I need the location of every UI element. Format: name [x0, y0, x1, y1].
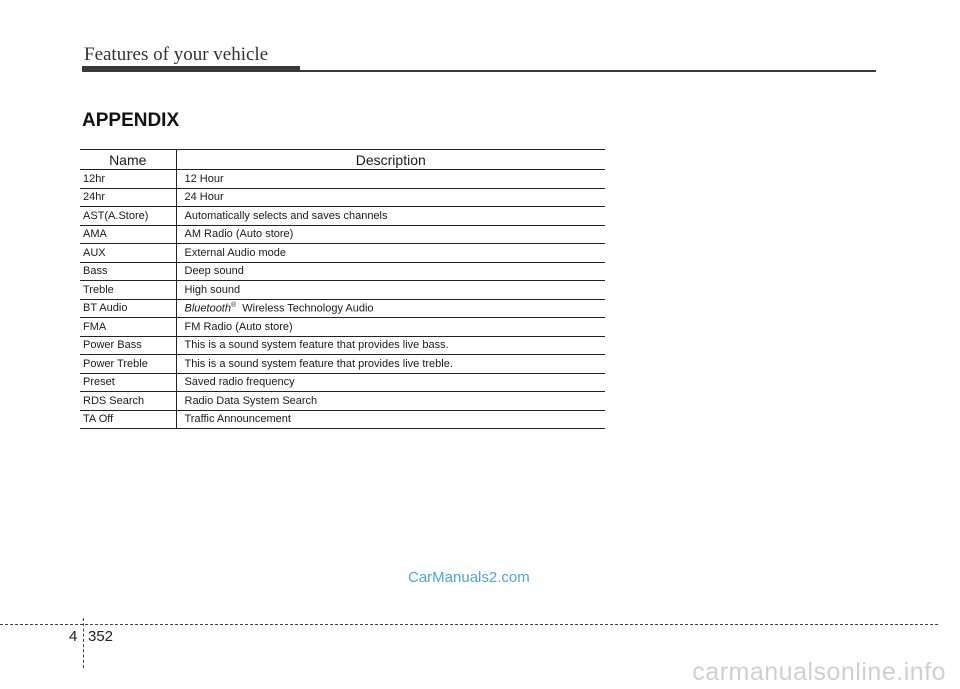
- row-name: RDS Search: [80, 392, 176, 411]
- header-rule-thick: [82, 66, 300, 72]
- row-description: Saved radio frequency: [176, 373, 605, 392]
- table-row: [80, 188, 605, 207]
- table-row: [80, 262, 605, 281]
- section-title: APPENDIX: [82, 110, 180, 131]
- row-description: Traffic Announcement: [176, 410, 605, 429]
- bluetooth-brand-text: Bluetooth: [184, 302, 231, 315]
- table-row: [80, 299, 605, 318]
- column-header-description: Description: [176, 150, 605, 170]
- registered-mark: ®: [230, 301, 237, 309]
- row-name: Power Bass: [80, 336, 176, 355]
- table-header-row: [80, 150, 605, 170]
- row-name: Treble: [80, 281, 176, 300]
- table-row: [80, 207, 605, 226]
- row-name: BT Audio: [80, 299, 176, 318]
- column-header-name: Name: [80, 150, 176, 170]
- footer-divider: [83, 618, 84, 668]
- table-row: [80, 170, 605, 189]
- row-description: This is a sound system feature that provides live bass.: [176, 336, 605, 355]
- table-row: [80, 373, 605, 392]
- footer-rule: [0, 624, 938, 625]
- row-name: AST(A.Store): [80, 207, 176, 226]
- row-description: FM Radio (Auto store): [176, 318, 605, 337]
- table-row: [80, 410, 605, 429]
- row-description: External Audio mode: [176, 244, 605, 263]
- page-number: 352: [88, 628, 114, 645]
- row-name: AMA: [80, 225, 176, 244]
- page-header-title: Features of your vehicle: [84, 44, 269, 65]
- row-name: Bass: [80, 262, 176, 281]
- row-description: 24 Hour: [176, 188, 605, 207]
- row-description: This is a sound system feature that provides live treble.: [176, 355, 605, 374]
- header-rule-thin: [300, 70, 876, 72]
- table-row: [80, 318, 605, 337]
- carmanuals-watermark-link[interactable]: CarManuals2.com: [408, 569, 530, 586]
- chapter-number: 4: [69, 628, 78, 645]
- row-description: [176, 299, 605, 318]
- row-description-text: Wireless Technology Audio: [242, 302, 374, 315]
- table-row: [80, 225, 605, 244]
- row-description: AM Radio (Auto store): [176, 225, 605, 244]
- row-description: High sound: [176, 281, 605, 300]
- row-name: Preset: [80, 373, 176, 392]
- row-name: AUX: [80, 244, 176, 263]
- row-description: Deep sound: [176, 262, 605, 281]
- table-row: [80, 355, 605, 374]
- site-watermark: carmanualsonline.info: [692, 658, 946, 686]
- appendix-table: [80, 149, 605, 429]
- row-description: 12 Hour: [176, 170, 605, 189]
- row-name: TA Off: [80, 410, 176, 429]
- row-description: Automatically selects and saves channels: [176, 207, 605, 226]
- row-description: Radio Data System Search: [176, 392, 605, 411]
- table-row: [80, 281, 605, 300]
- table-row: [80, 392, 605, 411]
- table-row: [80, 336, 605, 355]
- row-name: FMA: [80, 318, 176, 337]
- table-row: [80, 244, 605, 263]
- row-name: 24hr: [80, 188, 176, 207]
- row-name: Power Treble: [80, 355, 176, 374]
- row-name: 12hr: [80, 170, 176, 189]
